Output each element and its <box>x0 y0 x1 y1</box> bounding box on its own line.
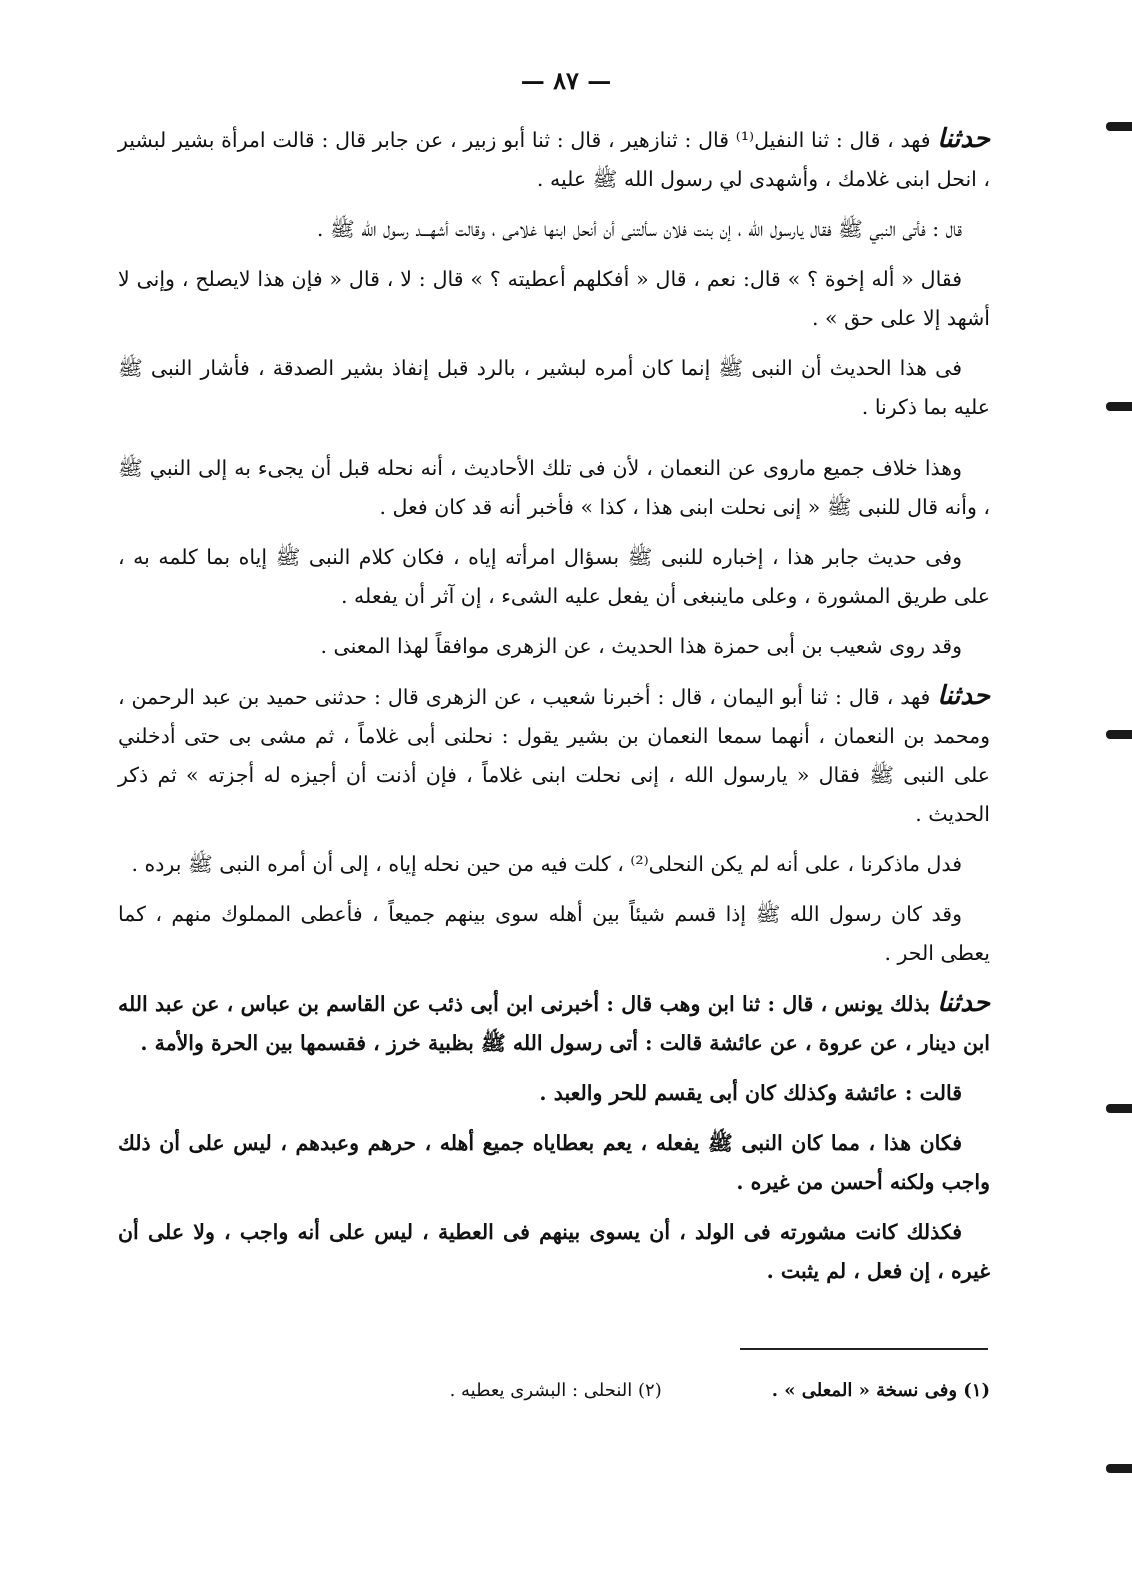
scan-edge-mark <box>1106 730 1132 739</box>
hadith-lead-word: حدثنا <box>937 681 990 711</box>
main-text <box>118 120 990 1302</box>
paragraph-8 <box>118 677 990 834</box>
paragraph-text: فقال « أله إخوة ؟ » قال: نعم ، قال « أفكلهم أعطيته ؟ » قال : لا ، قال « فإن هذا لايصلح ، وإنى لا أشهد إلا على حق » . <box>118 267 990 330</box>
page-number: — ٨٧ — <box>520 66 612 95</box>
paragraph-13 <box>118 1124 990 1202</box>
paragraph-11 <box>118 984 990 1063</box>
scan-edge-mark <box>1106 402 1132 411</box>
paragraph-4 <box>118 349 990 427</box>
paragraph-5 <box>118 449 990 527</box>
paragraph-6 <box>118 538 990 616</box>
paragraph-text: قالت : عائشة وكذلك كان أبى يقسم للحر والعبد . <box>539 1081 962 1105</box>
paragraph-14 <box>118 1213 990 1291</box>
paragraph-10 <box>118 895 990 973</box>
footnote-divider <box>740 1348 988 1350</box>
footnotes <box>118 1376 990 1406</box>
paragraph-text: فى هذا الحديث أن النبى ﷺ إنما كان أمره لبشير ، بالرد قبل إنفاذ بشير الصدقة ، فأشار النبى ﷺ عليه بما ذكرنا . <box>118 356 990 419</box>
paragraph-text: قال : فأتى النبي ﷺ فقال يارسول الله ، إن بنت فلان سألتنى أن أنحل ابنها غلامى ، وقالت أشهـــد رسول الله ﷺ . <box>316 217 962 241</box>
paragraph-text: وفى حديث جابر هذا ، إخباره للنبى ﷺ بسؤال امرأته إياه ، فكان كلام النبى ﷺ إياه بما كلمه به ، على طريق المشورة ، وعلى ماينبغى أن يفعل عليه الشىء ، إن آثر أن يفعله . <box>118 545 990 608</box>
paragraph-1 <box>118 120 990 199</box>
paragraph-text: بذلك يونس ، قال : ثنا ابن وهب قال : أخبرنى ابن أبى ذئب عن القاسم بن عباس ، عن عبد الله ابن دينار ، عن عروة ، عن عائشة قالت : أتى رسول الله ﷺ بظبية خرز ، فقسمها بين الحرة والأمة . <box>118 992 990 1055</box>
hadith-lead-word: حدثنا <box>937 124 991 154</box>
paragraph-text: وقد روى شعيب بن أبى حمزة هذا الحديث ، عن الزهرى موافقاً لهذا المعنى . <box>320 634 962 658</box>
footnote-1: (١) وفى نسخة « المعلى » . <box>771 1380 990 1401</box>
paragraph-2 <box>118 210 990 249</box>
paragraph-text: فهد ، قال : ثنا النفيل⁽¹⁾ قال : ثنازهير ، قال : ثنا أبو زبير ، عن جابر قال : قالت امرأة بشير لبشير ، انحل ابنى غلامك ، وأشهدى لي رسول الله ﷺ عليه . <box>118 128 990 191</box>
paragraph-text: وهذا خلاف جميع ماروى عن النعمان ، لأن فى تلك الأحاديث ، أنه نحله قبل أن يجىء به إلى النبي ﷺ ، وأنه قال للنبى ﷺ « إنى نحلت ابنى هذا ، كذا » فأخبر أنه قد كان فعل . <box>118 456 990 519</box>
hadith-lead-word: حدثنا <box>937 988 990 1018</box>
paragraph-text: فهد ، قال : ثنا أبو اليمان ، قال : أخبرنا شعيب ، عن الزهرى قال : حدثنى حميد بن عبد الرحمن ، ومحمد بن النعمان ، أنهما سمعا النعمان بن بشير يقول : نحلنى أبى غلاماً ، ثم مشى بى حتى أدخلني على النبى ﷺ فقال « يارسول الله ، إنى نحلت ابنى غلاماً ، فإن أذنت أن أجيزه له أجزته » ثم ذكر الحديث . <box>118 685 990 826</box>
scan-edge-mark <box>1106 122 1132 131</box>
footnote-2: (٢) النحلى : البشرى يعطيه . <box>449 1380 662 1401</box>
scan-edge-mark <box>1106 1104 1132 1113</box>
paragraph-7 <box>118 627 990 666</box>
scan-edge-mark <box>1106 1464 1132 1473</box>
paragraph-9 <box>118 845 990 884</box>
paragraph-text: وقد كان رسول الله ﷺ إذا قسم شيئاً بين أهله سوى بينهم جميعاً ، فأعطى المملوك منهم ، كما يعطى الحر . <box>118 902 990 965</box>
paragraph-3 <box>118 260 990 338</box>
paragraph-text: فكان هذا ، مما كان النبى ﷺ يفعله ، يعم بعطاياه جميع أهله ، حرهم وعبدهم ، ليس على أن ذلك واجب ولكنه أحسن من غيره . <box>118 1131 990 1194</box>
paragraph-text: فدل ماذكرنا ، على أنه لم يكن النحلى⁽²⁾ ، كلت فيه من حين نحله إياه ، إلى أن أمره النبى ﷺ برده . <box>131 852 962 876</box>
paragraph-text: فكذلك كانت مشورته فى الولد ، أن يسوى بينهم فى العطية ، ليس على أنه واجب ، ولا على أن غيره ، إن فعل ، لم يثبت . <box>118 1220 990 1283</box>
paragraph-12 <box>118 1074 990 1113</box>
